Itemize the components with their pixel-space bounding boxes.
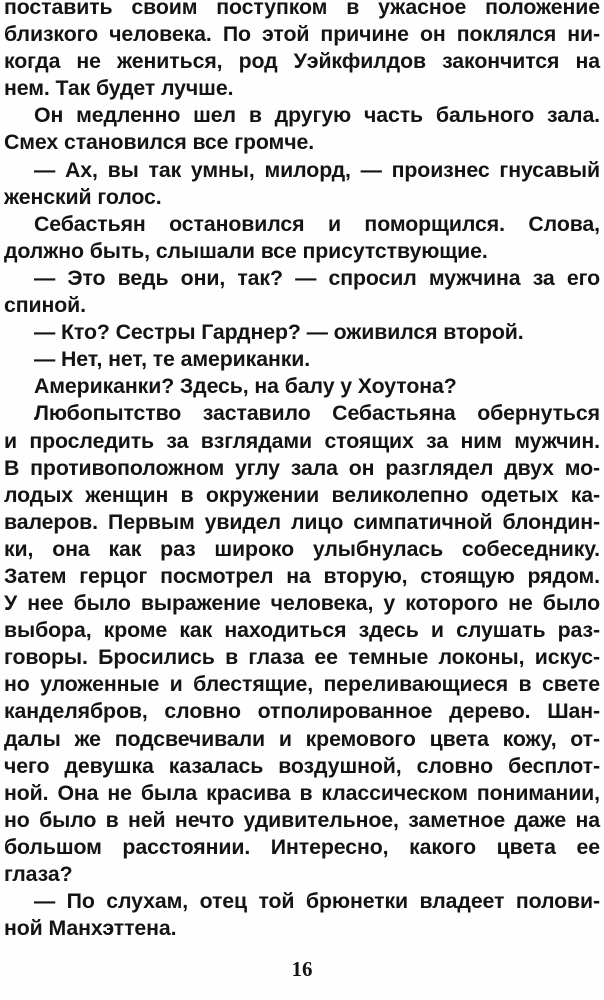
text-line: нем. Так будет лучше. xyxy=(4,76,234,101)
text-line: близкого человека. По этой причине он поклялся ни- xyxy=(4,22,600,47)
text-line: Любопытство заставило Себастьяна обернуться xyxy=(34,401,600,426)
text-line: ной. Она не была красива в классическом понимании, xyxy=(4,780,600,805)
text-line: Затем герцог посмотрел на вторую, стоящую рядом. xyxy=(4,563,600,588)
text-line: говоры. Бросились в глаза ее темные локоны, искус- xyxy=(4,645,600,670)
text-line: — Ах, вы так умны, милорд, — произнес гнусавый xyxy=(34,157,600,182)
text-line: В противоположном углу зала он разглядел двух мо- xyxy=(4,455,600,480)
text-line: выбора, кроме как находиться здесь и слушать раз- xyxy=(4,618,600,643)
text-line: — Кто? Сестры Гарднер? — оживился второй. xyxy=(34,320,524,345)
text-line: женский голос. xyxy=(4,184,162,209)
text-line: спиной. xyxy=(4,293,86,318)
text-line: когда не жениться, род Уэйкфилдов закончится на xyxy=(4,49,600,74)
text-line: Смех становился все громче. xyxy=(4,130,315,155)
text-line: Он медленно шел в другую часть бального зала. xyxy=(34,103,600,128)
text-line: Себастьян остановился и поморщился. Слова, xyxy=(34,211,600,236)
body-text xyxy=(4,0,600,942)
text-line: У нее было выражение человека, у которого не было xyxy=(4,591,600,616)
text-line: ной Манхэттена. xyxy=(4,916,177,941)
text-line: лодых женщин в окружении великолепно одетых ка- xyxy=(4,482,600,507)
text-line: но было в ней нечто удивительное, заметное даже на xyxy=(4,807,600,832)
text-line: канделябров, словно отполированное дерево. Шан- xyxy=(4,699,600,724)
text-line: большом расстоянии. Интересно, какого цвета ее xyxy=(4,834,600,859)
text-line: ки, она как раз широко улыбнулась собеседнику. xyxy=(4,536,600,561)
text-line: поставить своим поступком в ужасное положение xyxy=(4,0,600,19)
text-line: должно быть, слышали все присутствующие. xyxy=(4,238,488,263)
page-number: 16 xyxy=(291,957,313,981)
text-line: но уложенные и блестящие, переливающиеся в свете xyxy=(4,672,600,697)
text-line: — По слухам, отец той брюнетки владеет полови- xyxy=(34,889,600,914)
text-line: валеров. Первым увидел лицо симпатичной блондин- xyxy=(4,509,600,534)
text-line: далы же подсвечивали и кремового цвета кожу, от- xyxy=(4,726,600,751)
text-line: — Нет, нет, те американки. xyxy=(34,347,311,372)
text-line: глаза? xyxy=(4,862,73,886)
text-line: чего девушка казалась воздушной, словно бесплот- xyxy=(4,753,600,778)
text-line: — Это ведь они, так? — спросил мужчина за его xyxy=(34,265,600,290)
text-line: и проследить за взглядами стоящих за ним мужчин. xyxy=(4,428,600,453)
text-line: Американки? Здесь, на балу у Хоутона? xyxy=(34,374,457,399)
